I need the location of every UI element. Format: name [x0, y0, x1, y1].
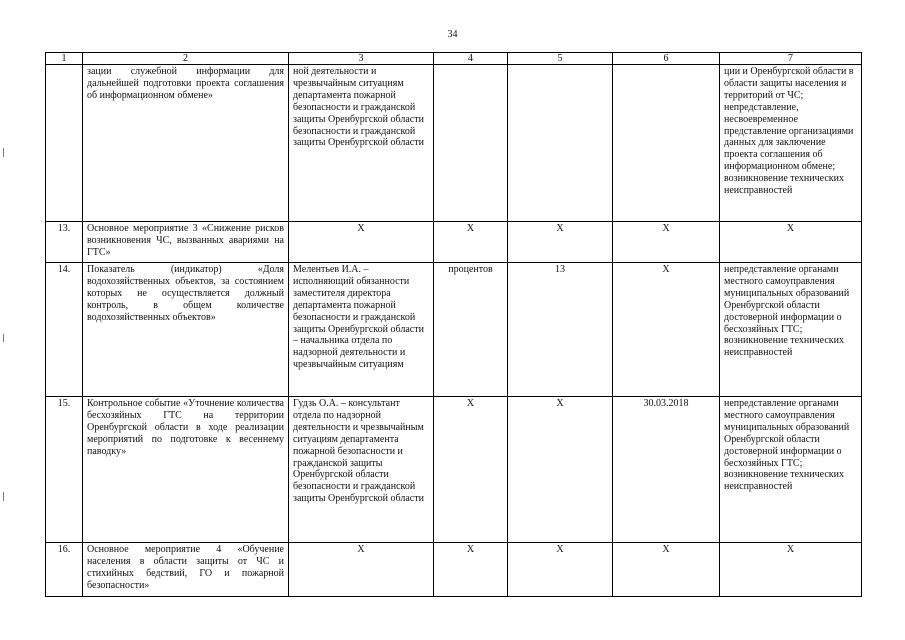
activity-name: Контрольное событие «Уточнение количества бесхозяйных ГТС на территории Оренбургской области в ходе реализации мероприятий по подготовке к весеннему паводку»	[83, 397, 289, 543]
activity-name: Основное мероприятие 3 «Снижение рисков возникновения ЧС, вызванных авариями на ГТС»	[83, 222, 289, 263]
unit-of-measure: X	[434, 222, 508, 263]
risk-description: X	[720, 222, 862, 263]
column-number: 4	[434, 53, 508, 65]
activity-name: Показатель (индикатор) «Доля водохозяйственных объектов, за состоянием которых не осуществляется должный контроль, в общем количестве водохозяйственных объектов»	[83, 263, 289, 397]
column-number: 5	[508, 53, 613, 65]
table-row	[46, 543, 862, 597]
risk-description: непредставление органами местного самоуправления муниципальных образований Оренбургской области достоверной информации о бесхозяйных ГТС; возникновение технических неисправностей	[720, 263, 862, 397]
deadline-date: X	[613, 543, 720, 597]
deadline-date: X	[613, 222, 720, 263]
table-row	[46, 65, 862, 222]
unit-of-measure	[434, 65, 508, 222]
column-number: 7	[720, 53, 862, 65]
page-number: 34	[447, 29, 458, 40]
row-number: 16.	[46, 543, 83, 597]
scan-edge-mark	[3, 148, 4, 157]
responsible-person: ной деятельности и чрезвычайным ситуациям департамента пожарной безопасности и гражданской защиты Оренбургской области безопасности и гражданской защиты Оренбургской области	[289, 65, 434, 222]
indicator-value: X	[508, 222, 613, 263]
indicator-value: 13	[508, 263, 613, 397]
column-number: 1	[46, 53, 83, 65]
activity-name: зации служебной информации для дальнейшей подготовки проекта соглашения об информационном обмене»	[83, 65, 289, 222]
risk-description: непредставление органами местного самоуправления муниципальных образований Оренбургской области достоверной информации о бесхозяйных ГТС; возникновение технических неисправностей	[720, 397, 862, 543]
table-row	[46, 222, 862, 263]
row-number	[46, 65, 83, 222]
risk-description: ции и Оренбургской области в области защиты населения и территорий от ЧС; непредставление, несвоевременное представление организациями данных для заключение проекта соглашения об информационном обмене; возникновение технических неисправностей	[720, 65, 862, 222]
plan-table	[45, 52, 862, 597]
indicator-value: X	[508, 543, 613, 597]
column-number: 2	[83, 53, 289, 65]
scan-edge-mark	[3, 334, 4, 342]
column-number: 6	[613, 53, 720, 65]
unit-of-measure: X	[434, 397, 508, 543]
row-number: 15.	[46, 397, 83, 543]
deadline-date: X	[613, 263, 720, 397]
indicator-value	[508, 65, 613, 222]
unit-of-measure: X	[434, 543, 508, 597]
deadline-date	[613, 65, 720, 222]
unit-of-measure: процентов	[434, 263, 508, 397]
scan-edge-mark	[3, 492, 4, 501]
column-number-row	[46, 53, 862, 65]
responsible-person: X	[289, 543, 434, 597]
risk-description: X	[720, 543, 862, 597]
row-number: 13.	[46, 222, 83, 263]
column-number: 3	[289, 53, 434, 65]
indicator-value: X	[508, 397, 613, 543]
deadline-date: 30.03.2018	[613, 397, 720, 543]
responsible-person: X	[289, 222, 434, 263]
row-number: 14.	[46, 263, 83, 397]
table-row	[46, 397, 862, 543]
responsible-person: Мелентьев И.А. – исполняющий обязанности заместителя директора департамента пожарной безопасности и гражданской защиты Оренбургской области – начальника отдела по надзорной деятельности и чрезвычайным ситуациям	[289, 263, 434, 397]
responsible-person: Гудзь О.А. – консультант отдела по надзорной деятельности и чрезвычайным ситуациям департамента пожарной безопасности и гражданской защиты Оренбургской области безопасности и гражданской защиты Оренбургской области	[289, 397, 434, 543]
table-row	[46, 263, 862, 397]
activity-name: Основное мероприятие 4 «Обучение населения в области защиты от ЧС и стихийных бедствий, ГО и пожарной безопасности»	[83, 543, 289, 597]
